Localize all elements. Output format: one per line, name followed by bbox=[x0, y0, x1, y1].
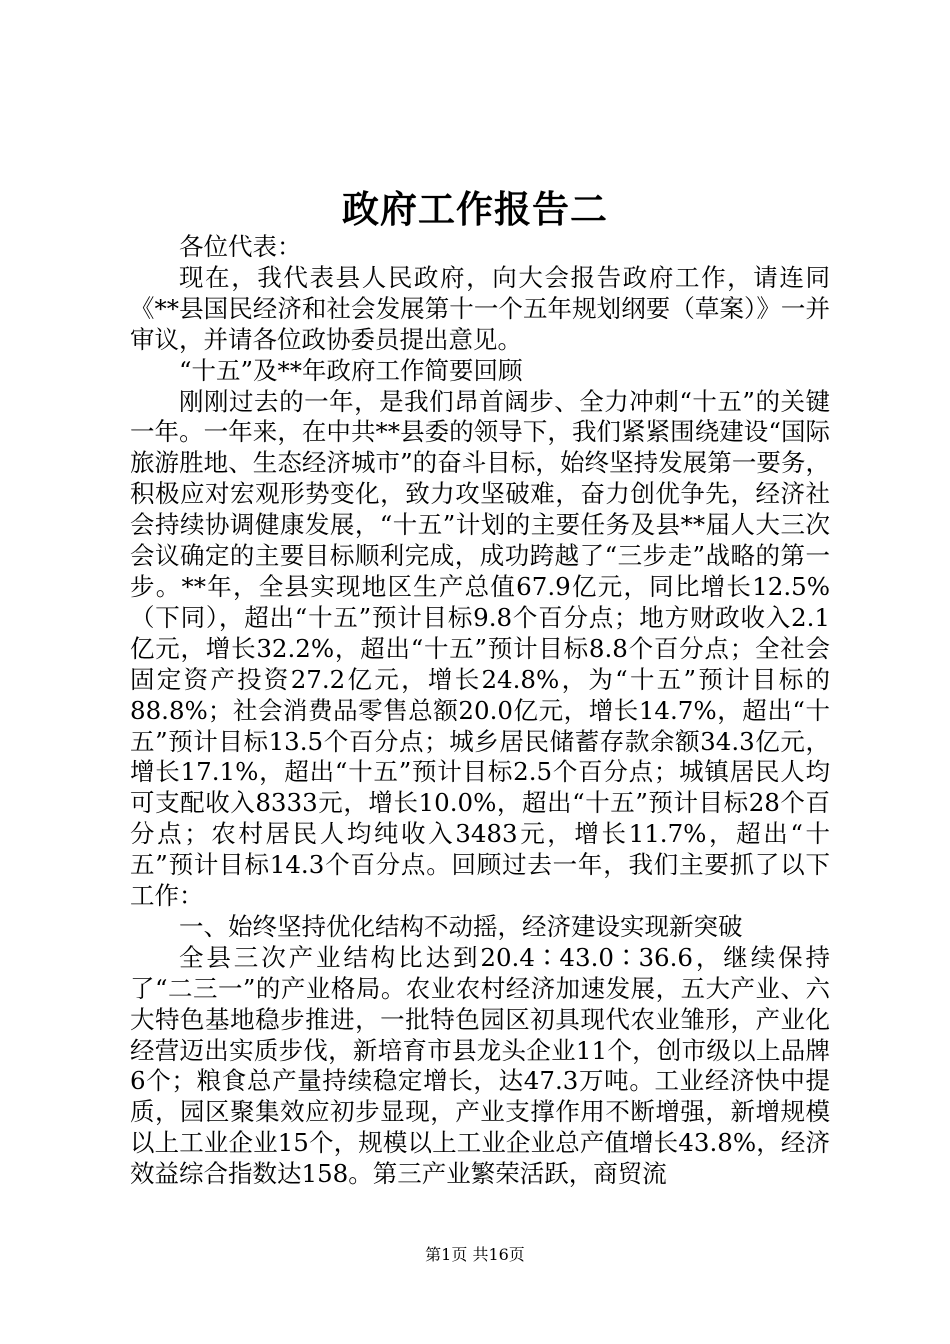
structure-paragraph: 全县三次产业结构比达到20.4∶43.0∶36.6，继续保持了“二三一”的产业格局。农业农村经济加速发展，五大产业、六大特色基地稳步推进，一批特色园区初具现代农业雏形，产业化经营迈出实质步伐，新培育市县龙头企业11个，创市级以上品牌6个；粮食总产量持续稳定增长，达47.3万吨。工业经济快中提质，园区聚集效应初步显现，产业支撑作用不断增强，新增规模以上工业企业15个，规模以上工业企业总产值增长43.8%，经济效益综合指数达158。第三产业繁荣活跃，商贸流 bbox=[130, 942, 830, 1189]
section-heading: “十五”及**年政府工作简要回顾 bbox=[179, 355, 523, 385]
salutation: 各位代表： bbox=[179, 232, 302, 261]
document-title: 政府工作报告二 bbox=[342, 187, 608, 231]
subsection-heading: 一、始终坚持优化结构不动摇，经济建设实现新突破 bbox=[179, 911, 743, 941]
document-body bbox=[130, 232, 830, 1190]
page-footer: 第1页 共16页 bbox=[425, 1245, 525, 1264]
intro-paragraph: 现在，我代表县人民政府，向大会报告政府工作，请连同《**县国民经济和社会发展第十一个五年规划纲要（草案）》一并审议，并请各位政协委员提出意见。 bbox=[130, 262, 830, 354]
review-paragraph: 刚刚过去的一年，是我们昂首阔步、全力冲刺“十五”的关键一年。一年来，在中共**县委的领导下，我们紧紧围绕建设“国际旅游胜地、生态经济城市”的奋斗目标，始终坚持发展第一要务，积极应对宏观形势变化，致力攻坚破难，奋力创优争先，经济社会持续协调健康发展，“十五”计划的主要任务及县**届人大三次会议确定的主要目标顺利完成，成功跨越了“三步走”战略的第一步。**年，全县实现地区生产总值67.9亿元，同比增长12.5%（下同），超出“十五”预计目标9.8个百分点；地方财政收入2.1亿元，增长32.2%，超出“十五”预计目标8.8个百分点；全社会固定资产投资27.2亿元，增长24.8%，为“十五”预计目标的88.8%；社会消费品零售总额20.0亿元，增长14.7%，超出“十五”预计目标13.5个百分点；城乡居民储蓄存款余额34.3亿元，增长17.1%，超出“十五”预计目标2.5个百分点；城镇居民人均可支配收入8333元，增长10.0%，超出“十五”预计目标28个百分点；农村居民人均纯收入3483元，增长11.7%，超出“十五”预计目标14.3个百分点。回顾过去一年，我们主要抓了以下工作： bbox=[130, 386, 830, 911]
